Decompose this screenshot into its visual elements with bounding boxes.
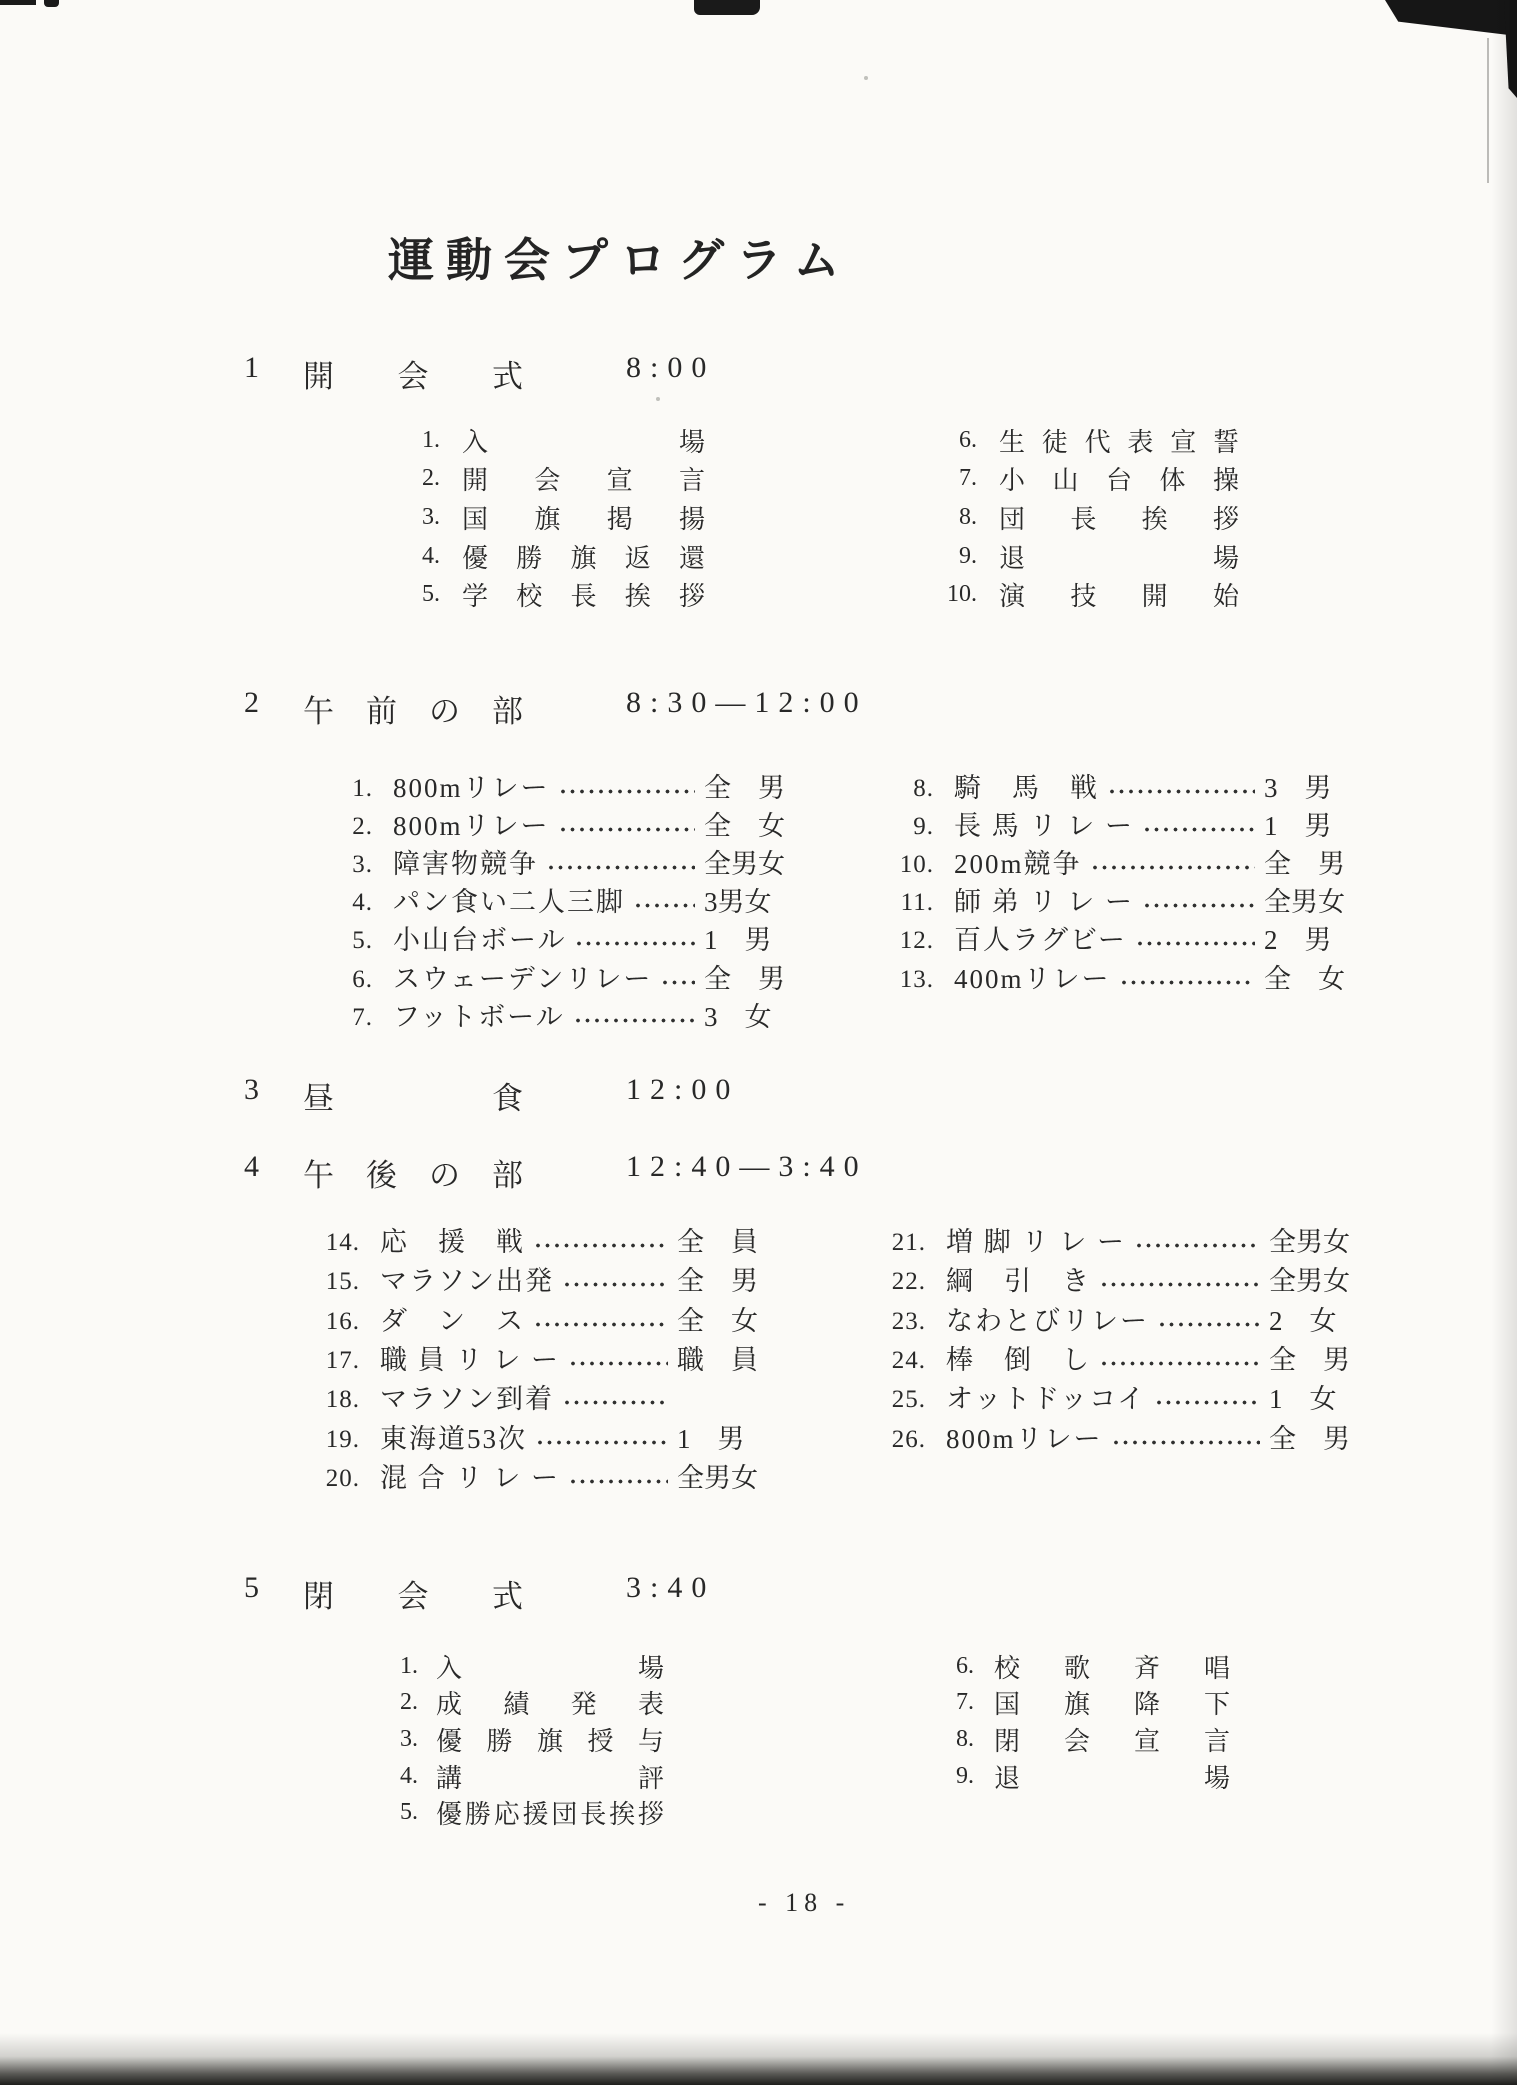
event-name: 800mリレー	[393, 810, 550, 841]
item-number: 4.	[352, 889, 373, 917]
item-name: 校 歌 斉 唱	[994, 1653, 1230, 1683]
section-heading-closing	[0, 1571, 1517, 1613]
section-heading-opening	[0, 351, 1517, 393]
list-item	[903, 575, 1239, 614]
participant-group: 全男女	[704, 848, 785, 879]
list-item	[296, 1223, 763, 1262]
event-name: マラソン到着	[380, 1384, 554, 1415]
list-item	[858, 1419, 1355, 1458]
item-number: 26.	[891, 1425, 926, 1453]
list-item	[858, 1262, 1355, 1301]
dot-leader	[569, 1360, 668, 1367]
list-item	[860, 922, 1350, 960]
dot-leader	[536, 1439, 668, 1446]
section-heading-lunch	[0, 1073, 1517, 1115]
dot-leader	[1143, 902, 1255, 909]
item-name: 講 評	[436, 1763, 664, 1793]
item-name: 団 長 挨 拶	[999, 504, 1239, 534]
event-name: 200m競争	[954, 848, 1082, 879]
participant-group: 全男女	[1264, 887, 1345, 918]
event-name: パン食い二人三脚	[393, 887, 625, 918]
list-item	[316, 998, 790, 1036]
afternoon-events-list-right	[858, 1223, 1355, 1459]
event-name: 職 員 リ レ ー	[380, 1345, 560, 1376]
list-item	[388, 421, 705, 460]
item-number: 10.	[947, 581, 977, 608]
scan-speck	[656, 397, 660, 401]
item-number: 14.	[325, 1229, 360, 1257]
document-title: 運動会プログラム	[388, 235, 852, 286]
participant-group: 全 男	[1269, 1423, 1350, 1454]
dot-leader	[1100, 1281, 1260, 1288]
item-number: 2.	[352, 812, 373, 840]
item-number: 2.	[422, 465, 440, 492]
item-number: 17.	[325, 1347, 360, 1375]
dot-leader	[563, 1281, 668, 1288]
item-name: 生 徒 代 表 宣 誓	[999, 427, 1239, 457]
section-title: 午 前 の 部	[303, 694, 523, 729]
item-number: 5.	[422, 581, 440, 608]
dot-leader	[534, 1321, 668, 1328]
list-item	[296, 1341, 763, 1380]
list-item	[316, 807, 790, 845]
item-name: 入 場	[436, 1653, 664, 1683]
event-name: 棒 倒 し	[946, 1345, 1091, 1376]
participant-group: 全 男	[704, 963, 785, 994]
dot-leader	[1108, 788, 1255, 795]
list-item	[316, 884, 790, 922]
section-time: 8:00	[626, 351, 716, 384]
section-time: 3:40	[626, 1571, 716, 1604]
event-name: 応 援 戦	[380, 1227, 525, 1258]
dot-leader	[1112, 1439, 1260, 1446]
list-item	[860, 807, 1350, 845]
participant-group: 全男女	[1269, 1227, 1350, 1258]
section-title: 午 後 の 部	[303, 1158, 523, 1193]
participant-group: 全 女	[677, 1305, 758, 1336]
item-number: 9.	[956, 1762, 974, 1789]
list-item	[858, 1223, 1355, 1262]
item-number: 4.	[422, 542, 440, 569]
participant-group: 2 女	[1269, 1305, 1337, 1336]
list-item	[916, 1721, 1230, 1758]
morning-events-list-right	[860, 769, 1350, 998]
item-number: 5.	[400, 1799, 418, 1826]
list-item	[388, 537, 705, 576]
item-name: 国 旗 掲 揚	[462, 504, 705, 534]
section-number: 5	[244, 1571, 259, 1604]
list-item	[916, 1648, 1230, 1685]
dot-leader	[1158, 1321, 1260, 1328]
participant-group: 1 男	[1264, 810, 1332, 841]
list-item	[296, 1302, 763, 1341]
item-number: 9.	[959, 542, 977, 569]
list-item	[296, 1380, 763, 1419]
item-number: 7.	[352, 1003, 373, 1031]
section-heading-afternoon	[0, 1150, 1517, 1192]
scan-artifact-bottom-band	[0, 2033, 1517, 2085]
item-number: 6.	[959, 426, 977, 453]
list-item	[858, 1380, 1355, 1419]
list-item	[903, 498, 1239, 537]
event-name: 騎 馬 戦	[954, 772, 1099, 803]
section-title: 開 会 式	[303, 359, 523, 394]
event-name: なわとびリレー	[946, 1305, 1149, 1336]
list-item	[858, 1302, 1355, 1341]
participant-group: 3 男	[1264, 772, 1332, 803]
event-name: 混 合 リ レ ー	[380, 1462, 560, 1493]
list-item	[316, 960, 790, 998]
dot-leader	[574, 1017, 695, 1024]
event-name: 800mリレー	[393, 772, 550, 803]
item-name: 退 場	[999, 543, 1239, 573]
list-item	[860, 769, 1350, 807]
list-item	[366, 1758, 664, 1795]
event-name: 長 馬 リ レ ー	[954, 810, 1134, 841]
list-item	[316, 922, 790, 960]
item-number: 23.	[891, 1307, 926, 1335]
event-name: 800mリレー	[946, 1423, 1103, 1454]
list-item	[316, 769, 790, 807]
page-number: - 18 -	[758, 1888, 851, 1917]
scan-artifact-top-left-mark-2	[44, 0, 59, 7]
item-number: 3.	[352, 850, 373, 878]
dot-leader	[1143, 826, 1255, 833]
item-number: 8.	[959, 503, 977, 530]
event-name: 増 脚 リ レ ー	[946, 1227, 1126, 1258]
dot-leader	[559, 788, 695, 795]
event-name: スウェーデンリレー	[393, 963, 653, 994]
event-name: マラソン出発	[380, 1266, 554, 1297]
item-number: 22.	[891, 1268, 926, 1296]
item-number: 13.	[899, 965, 934, 993]
list-item	[296, 1262, 763, 1301]
dot-leader	[534, 1242, 668, 1249]
item-number: 3.	[400, 1725, 418, 1752]
participant-group: 全男女	[1269, 1266, 1350, 1297]
morning-events-list-left	[316, 769, 790, 1036]
participant-group: 全 女	[704, 810, 785, 841]
list-item	[860, 845, 1350, 883]
section-time: 8:30—12:00	[626, 686, 868, 719]
closing-ceremony-list-right	[916, 1648, 1230, 1794]
list-item	[296, 1459, 763, 1498]
opening-ceremony-list-left	[388, 421, 705, 614]
list-item	[366, 1685, 664, 1722]
section-time: 12:40—3:40	[626, 1150, 868, 1183]
dot-leader	[1120, 979, 1255, 986]
item-number: 6.	[352, 965, 373, 993]
item-number: 25.	[891, 1386, 926, 1414]
dot-leader	[563, 1399, 668, 1406]
section-number: 4	[244, 1150, 259, 1183]
participant-group: 全 女	[1264, 963, 1345, 994]
item-number: 1.	[400, 1652, 418, 1679]
participant-group: 2 男	[1264, 925, 1332, 956]
list-item	[903, 537, 1239, 576]
item-number: 10.	[899, 850, 934, 878]
item-number: 7.	[956, 1689, 974, 1716]
list-item	[903, 421, 1239, 460]
list-item	[903, 460, 1239, 499]
participant-group: 全 員	[677, 1227, 758, 1258]
item-name: 優 勝 旗 返 還	[462, 543, 705, 573]
item-name: 退 場	[994, 1763, 1230, 1793]
section-number: 2	[244, 686, 259, 719]
item-number: 15.	[325, 1268, 360, 1296]
list-item	[366, 1648, 664, 1685]
participant-group: 1 女	[1269, 1384, 1337, 1415]
dot-leader	[1136, 940, 1255, 947]
section-number: 3	[244, 1073, 259, 1106]
event-name: ダ ン ス	[380, 1305, 525, 1336]
section-time: 12:00	[626, 1073, 740, 1106]
item-name: 演 技 開 始	[999, 582, 1239, 612]
item-number: 19.	[325, 1425, 360, 1453]
list-item	[388, 460, 705, 499]
participant-group: 3 女	[704, 1001, 772, 1032]
list-item	[366, 1794, 664, 1831]
list-item	[366, 1721, 664, 1758]
item-number: 20.	[325, 1464, 360, 1492]
item-name: 小 山 台 体 操	[999, 466, 1239, 496]
item-number: 12.	[899, 927, 934, 955]
item-number: 16.	[325, 1307, 360, 1335]
item-number: 21.	[891, 1229, 926, 1257]
afternoon-events-list-left	[296, 1223, 763, 1498]
item-name: 入 場	[462, 427, 705, 457]
item-number: 18.	[325, 1386, 360, 1414]
list-item	[858, 1341, 1355, 1380]
closing-ceremony-list-left	[366, 1648, 664, 1831]
list-item	[316, 845, 790, 883]
event-name: オットドッコイ	[946, 1384, 1147, 1415]
item-number: 8.	[956, 1725, 974, 1752]
dot-leader	[547, 864, 695, 871]
item-number: 5.	[352, 927, 373, 955]
list-item	[388, 575, 705, 614]
opening-ceremony-list-right	[903, 421, 1239, 614]
scan-artifact-top-middle-blob	[694, 0, 760, 15]
dot-leader	[569, 1478, 668, 1485]
item-name: 優 勝 旗 授 与	[436, 1726, 664, 1756]
event-name: 綱 引 き	[946, 1266, 1091, 1297]
participant-group: 全 男	[1264, 848, 1345, 879]
list-item	[296, 1419, 763, 1458]
dot-leader	[661, 979, 695, 986]
item-number: 1.	[422, 426, 440, 453]
list-item	[860, 960, 1350, 998]
item-number: 2.	[400, 1689, 418, 1716]
participant-group: 全 男	[704, 772, 785, 803]
dot-leader	[575, 940, 695, 947]
dot-leader	[1155, 1399, 1260, 1406]
item-number: 8.	[913, 774, 934, 802]
item-number: 9.	[913, 812, 934, 840]
dot-leader	[559, 826, 695, 833]
item-number: 1.	[352, 774, 373, 802]
section-number: 1	[244, 351, 259, 384]
scan-speck	[864, 76, 868, 80]
item-number: 24.	[891, 1347, 926, 1375]
list-item	[916, 1685, 1230, 1722]
participant-group: 職 員	[677, 1345, 758, 1376]
event-name: 東海道53次	[380, 1423, 527, 1454]
scan-artifact-right-line	[1487, 38, 1489, 183]
event-name: フットボール	[393, 1001, 565, 1032]
participant-group: 全男女	[677, 1462, 758, 1493]
event-name: 400mリレー	[954, 963, 1111, 994]
item-number: 3.	[422, 503, 440, 530]
item-name: 成 績 発 表	[436, 1690, 664, 1720]
item-number: 7.	[959, 465, 977, 492]
item-number: 4.	[400, 1762, 418, 1789]
section-heading-morning	[0, 686, 1517, 728]
event-name: 百人ラグビー	[954, 925, 1127, 956]
list-item	[860, 884, 1350, 922]
dot-leader	[634, 902, 695, 909]
item-number: 6.	[956, 1652, 974, 1679]
dot-leader	[1091, 864, 1255, 871]
participant-group: 1 男	[704, 925, 772, 956]
item-name: 学 校 長 挨 拶	[462, 582, 705, 612]
participant-group: 1 男	[677, 1423, 745, 1454]
list-item	[916, 1758, 1230, 1795]
list-item	[388, 498, 705, 537]
item-name: 開 会 宣 言	[462, 466, 705, 496]
event-name: 障害物競争	[393, 848, 538, 879]
event-name: 小山台ボール	[393, 925, 567, 956]
item-number: 11.	[900, 889, 934, 917]
participant-group: 全 男	[677, 1266, 758, 1297]
participant-group: 全 男	[1269, 1345, 1350, 1376]
participant-group: 3男女	[704, 887, 772, 918]
scan-artifact-right-shade	[1491, 0, 1517, 2085]
item-name: 優 勝 応 援 団 長 挨 拶	[436, 1800, 664, 1830]
section-title: 昼 食	[303, 1081, 523, 1116]
event-name: 師 弟 リ レ ー	[954, 887, 1134, 918]
section-title: 閉 会 式	[303, 1579, 523, 1614]
item-name: 国 旗 降 下	[994, 1690, 1230, 1720]
item-name: 閉 会 宣 言	[994, 1726, 1230, 1756]
dot-leader	[1135, 1242, 1260, 1249]
scan-artifact-top-left-mark	[0, 0, 36, 5]
dot-leader	[1100, 1360, 1260, 1367]
